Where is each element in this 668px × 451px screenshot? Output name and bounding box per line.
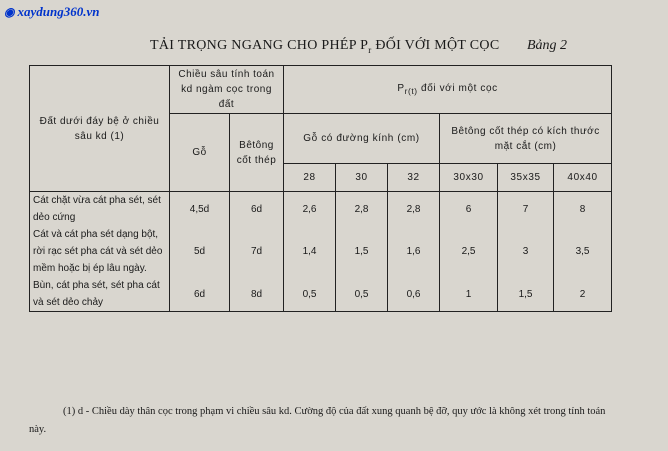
value-cell: 2,5 bbox=[440, 226, 498, 277]
depth-wood-cell: 6d bbox=[170, 277, 230, 312]
depth-concrete-cell: 8d bbox=[230, 277, 284, 312]
size-header: 32 bbox=[388, 164, 440, 192]
col-wood-group: Gỗ có đường kính (cm) bbox=[284, 114, 440, 164]
table-title-sub: r bbox=[368, 44, 372, 55]
col-pr-main: P bbox=[397, 82, 405, 94]
value-cell: 0,6 bbox=[388, 277, 440, 312]
depth-wood-cell: 4,5d bbox=[170, 192, 230, 227]
table-title bbox=[150, 38, 499, 55]
table-title-main: TẢI TRỌNG NGANG CHO PHÉP P bbox=[150, 38, 369, 53]
col-pr-sub: r(t) bbox=[404, 85, 418, 96]
size-header: 35x35 bbox=[498, 164, 554, 192]
col-depth-wood: Gỗ bbox=[170, 114, 230, 192]
value-cell: 3,5 bbox=[554, 226, 612, 277]
col-depth-concrete: Bêtông cốt thép bbox=[230, 114, 284, 192]
value-cell: 2 bbox=[554, 277, 612, 312]
size-header: 28 bbox=[284, 164, 336, 192]
value-cell: 0,5 bbox=[336, 277, 388, 312]
value-cell: 2,8 bbox=[388, 192, 440, 227]
size-header: 30x30 bbox=[440, 164, 498, 192]
value-cell: 3 bbox=[498, 226, 554, 277]
table-number: Bảng 2 bbox=[527, 38, 568, 53]
col-concrete-group: Bêtông cốt thép có kích thước mặt cắt (cm) bbox=[440, 114, 612, 164]
col-pr-rest: đối với một cọc bbox=[417, 82, 498, 94]
load-table bbox=[29, 65, 612, 312]
table-row bbox=[30, 226, 612, 277]
footnote: (1) d - Chiều dày thân cọc trong phạm vi chiều sâu kd. Cường độ của đất xung quanh bệ đỡ, quy ước là không xét trong tính toán này. bbox=[29, 406, 606, 435]
col-depth-header: Chiều sâu tính toán kd ngàm cọc trong đất bbox=[170, 66, 284, 114]
col-pr-header bbox=[284, 66, 612, 114]
size-header: 30 bbox=[336, 164, 388, 192]
soil-cell: Cát chặt vừa cát pha sét, sét dẻo cứng bbox=[30, 192, 170, 227]
value-cell: 8 bbox=[554, 192, 612, 227]
value-cell: 6 bbox=[440, 192, 498, 227]
table-row bbox=[30, 192, 612, 227]
value-cell: 2,8 bbox=[336, 192, 388, 227]
soil-cell: Cát và cát pha sét dạng bột, rời rạc sét pha cát và sét dẻo mềm hoặc bị ép lâu ngày. bbox=[30, 226, 170, 277]
depth-concrete-cell: 7d bbox=[230, 226, 284, 277]
watermark[interactable] bbox=[4, 4, 99, 20]
value-cell: 2,6 bbox=[284, 192, 336, 227]
watermark-text: xaydung360.vn bbox=[17, 4, 100, 19]
value-cell: 1,4 bbox=[284, 226, 336, 277]
value-cell: 1,5 bbox=[336, 226, 388, 277]
value-cell: 7 bbox=[498, 192, 554, 227]
table-title-rest: ĐỐI VỚI MỘT CỌC bbox=[371, 38, 500, 53]
value-cell: 1 bbox=[440, 277, 498, 312]
table-row bbox=[30, 277, 612, 312]
value-cell: 1,6 bbox=[388, 226, 440, 277]
depth-concrete-cell: 6d bbox=[230, 192, 284, 227]
depth-wood-cell: 5d bbox=[170, 226, 230, 277]
col-soil-header: Đất dưới đáy bệ ở chiều sâu kd (1) bbox=[30, 66, 170, 192]
value-cell: 0,5 bbox=[284, 277, 336, 312]
soil-cell: Bùn, cát pha sét, sét pha cát và sét dẻo chảy bbox=[30, 277, 170, 312]
globe-icon: ◉ bbox=[4, 5, 15, 19]
size-header: 40x40 bbox=[554, 164, 612, 192]
value-cell: 1,5 bbox=[498, 277, 554, 312]
